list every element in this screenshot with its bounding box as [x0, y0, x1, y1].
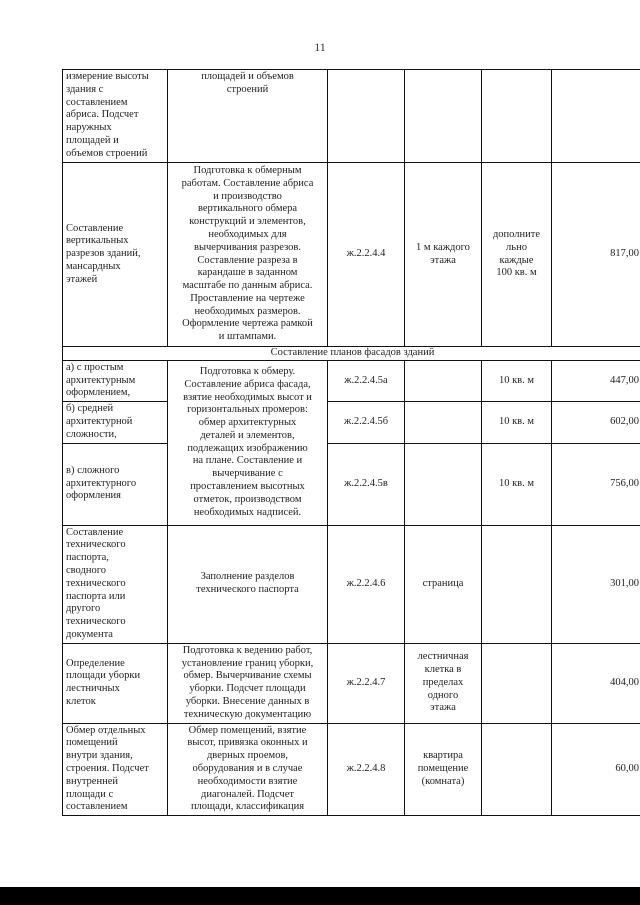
- price-table: [62, 69, 640, 816]
- basis-cell: [482, 643, 552, 723]
- page-number: 11: [314, 40, 326, 54]
- work-content-cell: Подготовка к обмерным работам. Составление абриса и производство вертикального обмера конструкций и элементов, необходимых для вычерчивания разрезов. Составление разреза в карандаше в заданном масштабе по данным абриса. Проставление на чертеже необходимых размеров. Оформление чертежа рамкой и штампами.: [168, 163, 328, 347]
- work-name-cell: Обмер отдельных помещений внутри здания, строения. Подсчет внутренней площади с составлением: [63, 723, 168, 816]
- code-cell: ж.2.2.4.8: [328, 723, 405, 816]
- price-cell: 602,00: [552, 402, 640, 443]
- basis-cell: 10 кв. м: [482, 402, 552, 443]
- code-cell: ж.2.2.4.4: [328, 163, 405, 347]
- unit-cell: квартира помещение (комната): [405, 723, 482, 816]
- work-content-cell: Подготовка к ведению работ, установление границ уборки, обмер. Вычерчивание схемы уборки. Подсчет площади уборки. Внесение данных в техническую документацию: [168, 643, 328, 723]
- table-row: [63, 723, 640, 816]
- table-row: [63, 443, 640, 525]
- basis-cell: 10 кв. м: [482, 443, 552, 525]
- price-cell: 301,00: [552, 525, 640, 643]
- code-cell: ж.2.2.4.7: [328, 643, 405, 723]
- table-row: [63, 525, 640, 643]
- work-content-cell: Обмер помещений, взятие высот, привязка оконных и дверных проемов, оборудования и в случае необходимости взятие диагоналей. Подсчет площади, классификация: [168, 723, 328, 816]
- work-content-cell: Заполнение разделов технического паспорта: [168, 525, 328, 643]
- unit-cell: [405, 70, 482, 163]
- work-name-cell: б) средней архитектурной сложности,: [63, 402, 168, 443]
- basis-cell: [482, 525, 552, 643]
- work-content-cell: Подготовка к обмеру. Составление абриса фасада, взятие необходимых высот и горизонтальных промеров: обмер архитектурных деталей и элементов, подлежащих изображению на плане. Составление и вычерчивание с проставлением высотных отметок, производством необходимых надписей.: [168, 360, 328, 525]
- unit-cell: [405, 360, 482, 401]
- basis-cell: [482, 70, 552, 163]
- section-header-row: [63, 347, 640, 361]
- work-name-cell: измерение высоты здания с составлением абриса. Подсчет наружных площадей и объемов строений: [63, 70, 168, 163]
- work-content-cell: площадей и объемов строений: [168, 70, 328, 163]
- price-cell: 60,00: [552, 723, 640, 816]
- work-name-cell: Составление вертикальных разрезов зданий, мансардных этажей: [63, 163, 168, 347]
- table-row: [63, 402, 640, 443]
- basis-cell: 10 кв. м: [482, 360, 552, 401]
- table-row: [63, 70, 640, 163]
- scan-bottom-edge: [0, 887, 640, 905]
- unit-cell: [405, 443, 482, 525]
- table-row: [63, 163, 640, 347]
- basis-cell: [482, 723, 552, 816]
- section-title: Составление планов фасадов зданий: [63, 347, 640, 361]
- code-cell: [328, 70, 405, 163]
- table-row: [63, 643, 640, 723]
- code-cell: ж.2.2.4.5а: [328, 360, 405, 401]
- unit-cell: страница: [405, 525, 482, 643]
- work-name-cell: а) с простым архитектурным оформлением,: [63, 360, 168, 401]
- work-name-cell: Определение площади уборки лестничных клеток: [63, 643, 168, 723]
- unit-cell: [405, 402, 482, 443]
- price-cell: 817,00: [552, 163, 640, 347]
- unit-cell: лестничная клетка в пределах одного этажа: [405, 643, 482, 723]
- table-row: [63, 360, 640, 401]
- unit-cell: 1 м каждого этажа: [405, 163, 482, 347]
- price-cell: 756,00: [552, 443, 640, 525]
- price-cell: 404,00: [552, 643, 640, 723]
- code-cell: ж.2.2.4.5б: [328, 402, 405, 443]
- basis-cell: дополните льно каждые 100 кв. м: [482, 163, 552, 347]
- price-cell: 447,00: [552, 360, 640, 401]
- code-cell: ж.2.2.4.5в: [328, 443, 405, 525]
- work-name-cell: Составление технического паспорта, сводного технического паспорта или другого технического документа: [63, 525, 168, 643]
- work-name-cell: в) сложного архитектурного оформления: [63, 443, 168, 525]
- price-cell: [552, 70, 640, 163]
- code-cell: ж.2.2.4.6: [328, 525, 405, 643]
